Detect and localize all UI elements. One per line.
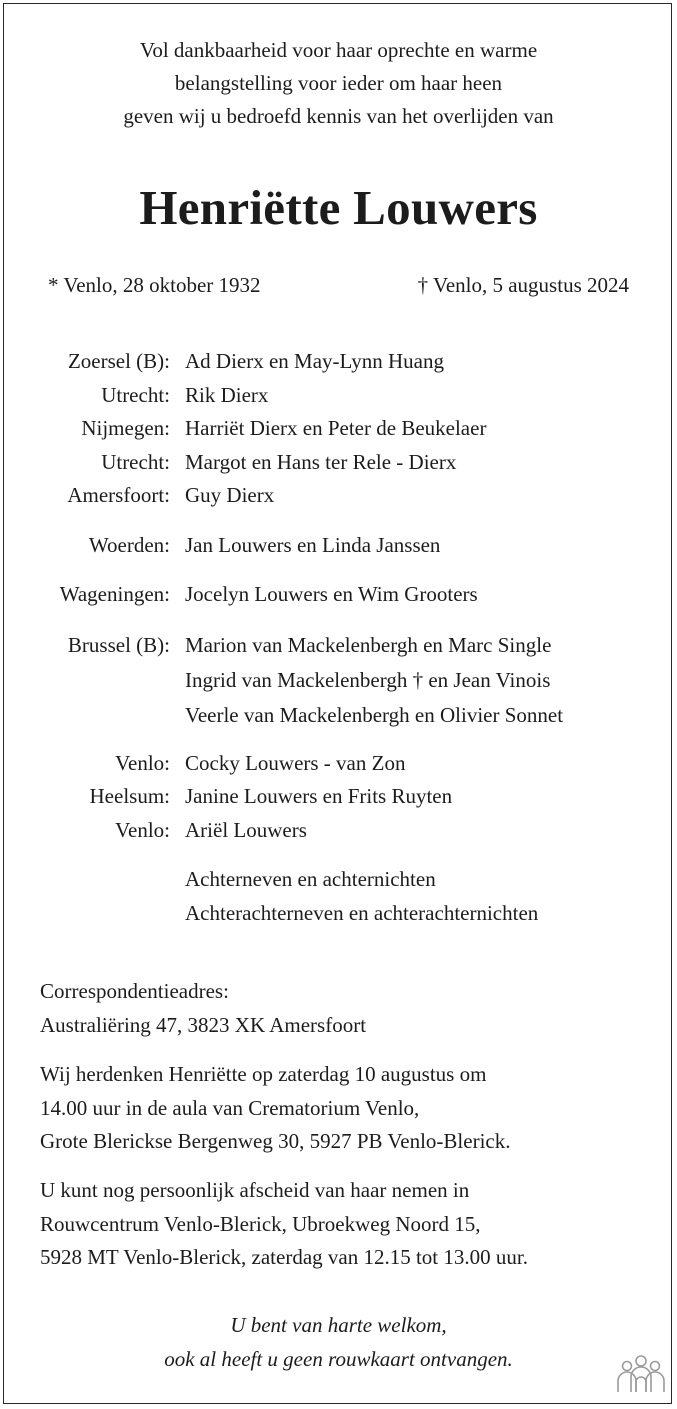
death-info: † Venlo, 5 augustus 2024 — [417, 273, 629, 297]
closing-line: U bent van harte welkom, — [230, 1313, 447, 1337]
family-place: Utrecht: — [101, 449, 170, 474]
family-row — [0, 412, 677, 446]
intro-line: belangstelling voor ieder om haar heen — [174, 71, 503, 95]
family-row — [0, 529, 677, 563]
family-row — [0, 379, 677, 413]
family-place: Amersfoort: — [67, 483, 170, 507]
farewell-line: U kunt nog persoonlijk afscheid van haar nemen in — [40, 1178, 470, 1202]
family-row — [0, 780, 677, 814]
service-line: Wij herdenken Henriëtte op zaterdag 10 augustus om — [40, 1062, 487, 1086]
family-row — [0, 345, 677, 379]
service-line: Grote Blerickse Bergenweg 30, 5927 PB Venlo-Blerick. — [40, 1129, 511, 1153]
family-names: Guy Dierx — [185, 483, 275, 507]
intro-line: geven wij u bedroefd kennis van het overlijden van — [123, 104, 554, 128]
family-row — [0, 479, 677, 513]
family-row — [0, 446, 677, 480]
family-names: Janine Louwers en Frits Ruyten — [185, 784, 453, 808]
grandchildren-line: Achterachterneven en achterachternichten — [185, 900, 539, 925]
grandchildren-line: Achterneven en achternichten — [185, 867, 436, 891]
family-row — [0, 578, 677, 612]
family-place: Zoersel (B): — [67, 349, 170, 373]
service-line: 14.00 uur in de aula van Crematorium Venlo, — [40, 1095, 420, 1120]
correspondence-label: Correspondentieadres: — [40, 979, 229, 1003]
family-row — [0, 814, 677, 848]
farewell-line: 5928 MT Venlo-Blerick, zaterdag van 12.15 tot 13.00 uur. — [40, 1245, 528, 1269]
deceased-name: Henriëtte Louwers — [139, 180, 538, 235]
family-place: Woerden: — [88, 532, 170, 557]
service-block — [40, 1058, 650, 1159]
farewell-block — [40, 1174, 650, 1275]
people-group-icon — [615, 1354, 667, 1394]
family-names: Jan Louwers en Linda Janssen — [185, 532, 441, 557]
family-names: Harriët Dierx en Peter de Beukelaer — [185, 416, 487, 440]
grandchildren-row — [0, 863, 677, 930]
family-names — [170, 628, 563, 733]
intro-line: Vol dankbaarheid voor haar oprechte en warme — [139, 38, 538, 62]
family-place: Venlo: — [115, 750, 170, 775]
correspondence-block — [40, 975, 650, 1042]
family-row — [0, 628, 677, 733]
family-names: Margot en Hans ter Rele - Dierx — [185, 449, 457, 474]
family-place: Nijmegen: — [81, 416, 170, 440]
family-names: Ariël Louwers — [185, 817, 307, 842]
family-place: Wageningen: — [59, 582, 170, 606]
family-list — [0, 345, 677, 930]
birth-info: * Venlo, 28 oktober 1932 — [48, 273, 261, 297]
family-names: Jocelyn Louwers en Wim Grooters — [185, 582, 478, 606]
family-name-line: Veerle van Mackelenbergh en Olivier Sonnet — [185, 702, 564, 727]
grandchildren-names — [170, 863, 538, 930]
intro-text — [0, 34, 677, 133]
closing-line: ook al heeft u geen rouwkaart ontvangen. — [164, 1346, 513, 1371]
family-place: Heelsum: — [89, 784, 170, 808]
family-place: Venlo: — [115, 817, 170, 842]
family-names: Rik Dierx — [185, 382, 269, 407]
family-name-line: Marion van Mackelenbergh en Marc Single — [185, 632, 552, 657]
closing-text — [0, 1309, 677, 1376]
family-names: Cocky Louwers - van Zon — [185, 750, 406, 775]
farewell-line: Rouwcentrum Venlo-Blerick, Ubroekweg Noord 15, — [40, 1211, 481, 1236]
family-names: Ad Dierx en May-Lynn Huang — [185, 349, 444, 373]
family-name-line: Ingrid van Mackelenbergh † en Jean Vinois — [185, 667, 551, 692]
family-place: Brussel (B): — [67, 632, 170, 657]
family-place: Utrecht: — [101, 382, 170, 407]
family-row — [0, 747, 677, 781]
correspondence-address: Australiëring 47, 3823 XK Amersfoort — [40, 1012, 367, 1037]
